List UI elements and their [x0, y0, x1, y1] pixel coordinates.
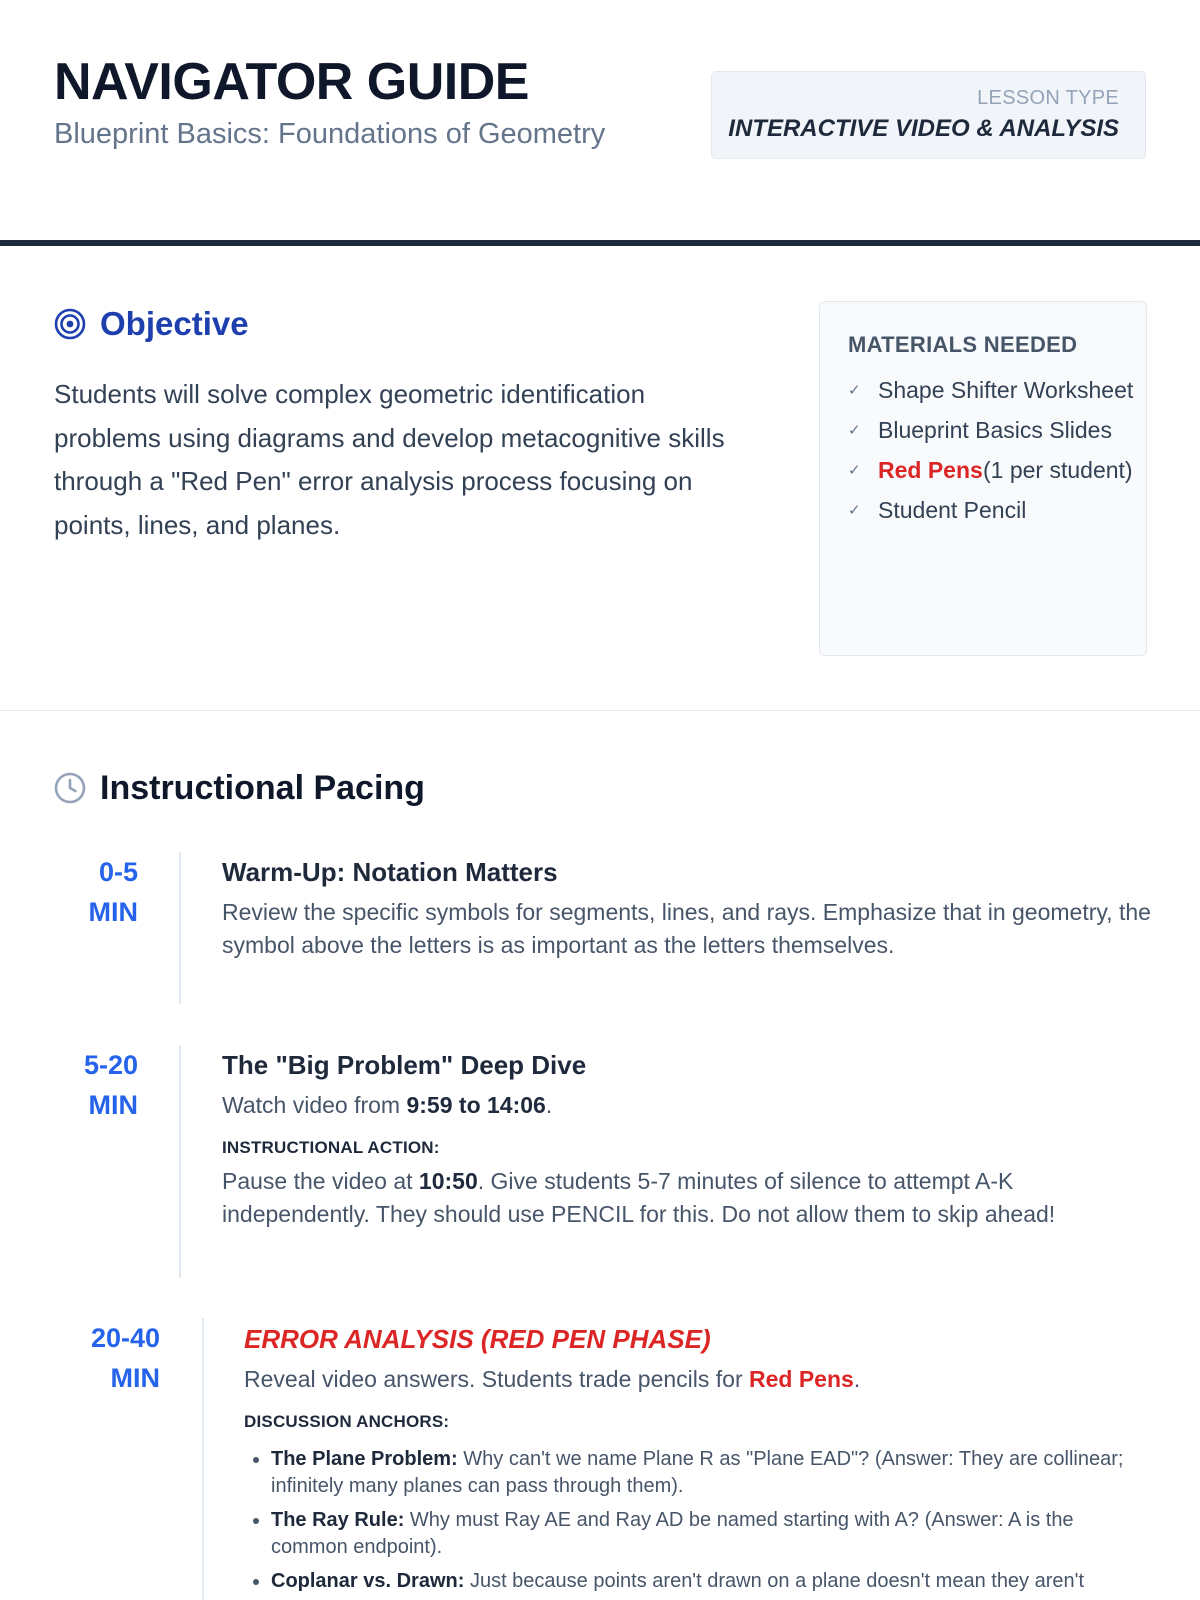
block-body — [244, 1363, 1144, 1396]
page-subtitle: Blueprint Basics: Foundations of Geometry — [54, 118, 606, 150]
time-badge: 5-20 MIN — [83, 1050, 138, 1120]
pacing-block-big-problem — [222, 1048, 1162, 1231]
list-item — [848, 494, 1138, 527]
list-item — [848, 414, 1138, 447]
action-label: INSTRUCTIONAL ACTION: — [222, 1138, 440, 1157]
section-divider — [0, 710, 1200, 711]
time-badge: 0-5 MIN — [88, 857, 138, 927]
block-title: ERROR ANALYSIS (RED PEN PHASE) — [244, 1324, 711, 1354]
objective-text: Students will solve complex geometric identification problems using diagrams and develop metacognitive skills through a "Red Pen" error analysis process focusing on points, lines, and planes. — [54, 379, 725, 540]
pacing-block-error-analysis — [244, 1322, 1144, 1600]
anchor-title: Coplanar vs. Drawn: — [271, 1570, 465, 1592]
body-text: . — [545, 1092, 553, 1118]
lesson-type-value: INTERACTIVE VIDEO & ANALYSIS — [728, 115, 1119, 142]
objective-title: Objective — [100, 305, 249, 342]
pause-time: 10:50 — [418, 1168, 478, 1194]
target-icon — [54, 308, 86, 340]
body-text: Watch video from — [222, 1092, 407, 1118]
materials-title: MATERIALS NEEDED — [848, 332, 1078, 357]
pacing-block-warm-up — [222, 855, 1162, 962]
check-icon: ✓ — [848, 382, 861, 399]
block-body: Review the specific symbols for segments, lines, and rays. Emphasize that in geometry, the symbol above the letters is as important as the letters themselves. — [222, 899, 1151, 958]
video-range: 9:59 to 14:06 — [406, 1092, 546, 1118]
page-header — [0, 0, 1200, 241]
body-text: Pause the video at — [222, 1168, 419, 1194]
objective-heading — [54, 302, 249, 346]
material-label: Shape Shifter Worksheet — [878, 377, 1134, 403]
timeline-line — [202, 1318, 204, 1600]
block-title: The "Big Problem" Deep Dive — [222, 1050, 587, 1080]
block-body — [222, 1089, 1162, 1122]
check-icon: ✓ — [848, 422, 861, 439]
clock-icon — [54, 772, 86, 804]
list-item — [848, 454, 1138, 487]
body-text: . Give students 5-7 minutes of silence to attempt A-K independently. They should use PENCIL for this. Do not allow them to skip ahead! — [222, 1168, 1056, 1227]
pacing-heading — [54, 766, 425, 810]
anchors-label: DISCUSSION ANCHORS: — [244, 1412, 450, 1431]
anchor-text: Why can't we name Plane R as "Plane EAD"? (Answer: They are collinear; infinitely many planes can pass through them). — [271, 1448, 1124, 1497]
red-pens-highlight: Red Pens — [749, 1366, 854, 1392]
page-title: NAVIGATOR GUIDE — [54, 53, 529, 111]
discussion-anchors-list — [244, 1446, 1144, 1595]
anchor-title: The Ray Rule: — [271, 1509, 405, 1531]
body-text: . — [853, 1366, 861, 1392]
material-label: (1 per student) — [983, 457, 1133, 483]
anchor-text: Just because points aren't drawn on a plane doesn't mean they aren't — [464, 1570, 1085, 1592]
materials-list — [848, 374, 1138, 534]
lesson-type-label: LESSON TYPE — [977, 87, 1119, 109]
time-badge: 20-40 MIN — [90, 1323, 160, 1393]
lesson-type-box — [711, 71, 1146, 159]
list-item — [271, 1568, 1144, 1595]
check-icon: ✓ — [848, 502, 861, 519]
timeline-line — [179, 852, 181, 1004]
timeline-line — [179, 1045, 181, 1278]
list-item — [848, 374, 1138, 407]
material-highlight: Red Pens — [878, 457, 983, 483]
action-text — [222, 1165, 1162, 1231]
pacing-title: Instructional Pacing — [100, 768, 425, 807]
block-title: Warm-Up: Notation Matters — [222, 857, 558, 887]
material-label: Student Pencil — [878, 497, 1027, 523]
header-divider — [0, 240, 1200, 246]
list-item — [271, 1446, 1144, 1500]
list-item — [271, 1507, 1144, 1561]
material-label: Blueprint Basics Slides — [878, 417, 1112, 443]
check-icon: ✓ — [848, 462, 861, 479]
anchor-text: Why must Ray AE and Ray AD be named starting with A? (Answer: A is the common endpoint). — [271, 1509, 1074, 1558]
anchor-title: The Plane Problem: — [271, 1448, 458, 1470]
materials-panel — [819, 301, 1147, 656]
body-text: Reveal video answers. Students trade pencils for — [244, 1366, 749, 1392]
